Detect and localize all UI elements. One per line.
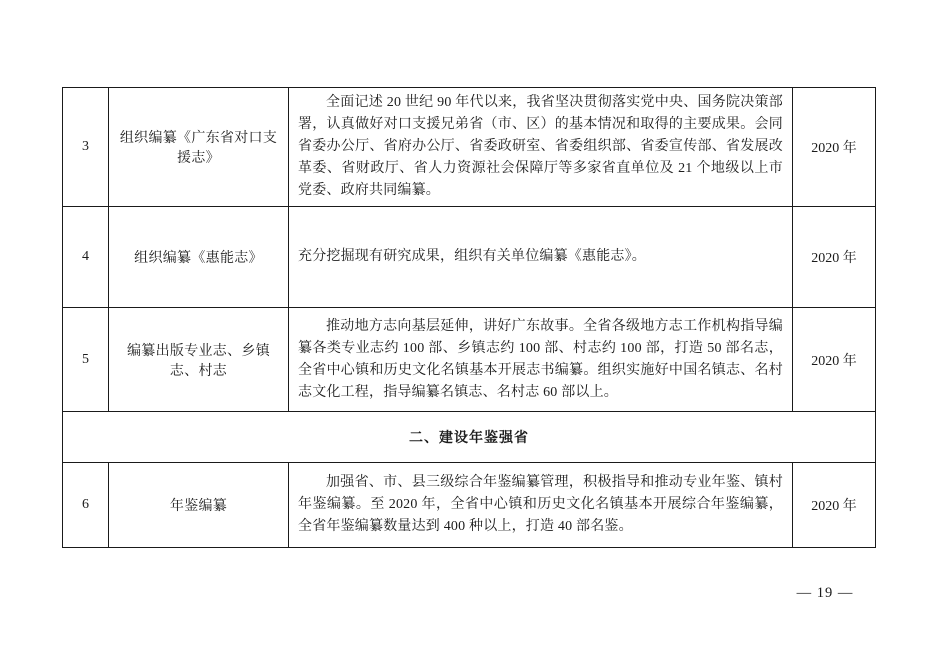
task-description-text: 充分挖掘现有研究成果，组织有关单位编纂《惠能志》。 <box>298 249 646 264</box>
task-name: 组织编纂《惠能志》 <box>109 207 289 308</box>
task-year: 2020 年 <box>793 88 876 207</box>
task-year: 2020 年 <box>793 463 876 548</box>
task-description <box>289 463 793 548</box>
table-row <box>63 88 876 207</box>
section-header: 二、建设年鉴强省 <box>63 412 876 463</box>
task-description-text: 全面记述 20 世纪 90 年代以来，我省坚决贯彻落实党中央、国务院决策部署，认真做好对口支援兄弟省（市、区）的基本情况和取得的主要成果。会同省委办公厅、省府办公厅、省委政研室、省委组织部、省委宣传部、省发展改革委、省财政厅、省人力资源社会保障厅等多家省直单位及 21 个地级以上市党委、政府共同编纂。 <box>298 95 783 198</box>
task-name: 年鉴编纂 <box>109 463 289 548</box>
task-description <box>289 308 793 412</box>
table-row <box>63 207 876 308</box>
task-description-text: 推动地方志向基层延伸，讲好广东故事。全省各级地方志工作机构指导编纂各类专业志约 100 部、乡镇志约 100 部、村志约 100 部，打造 50 部名志，全省中心镇和历史文化名镇基本开展志书编纂。组织实施好中国名镇志、名村志文化工程，指导编纂名镇志、名村志 60 部以上。 <box>298 318 783 400</box>
tasks-table <box>62 87 876 548</box>
page-number: — 19 — <box>796 585 854 601</box>
row-number: 3 <box>63 88 109 207</box>
task-year: 2020 年 <box>793 207 876 308</box>
task-description <box>289 88 793 207</box>
row-number: 4 <box>63 207 109 308</box>
task-description <box>289 207 793 308</box>
table-row <box>63 308 876 412</box>
table-row <box>63 463 876 548</box>
section-header-row <box>63 412 876 463</box>
task-name: 组织编纂《广东省对口支援志》 <box>109 88 289 207</box>
task-name: 编纂出版专业志、乡镇志、村志 <box>109 308 289 412</box>
task-description-text: 加强省、市、县三级综合年鉴编纂管理，积极指导和推动专业年鉴、镇村年鉴编纂。至 2020 年，全省中心镇和历史文化名镇基本开展综合年鉴编纂，全省年鉴编纂数量达到 400 种以上，打造 40 部名鉴。 <box>298 475 783 534</box>
row-number: 6 <box>63 463 109 548</box>
row-number: 5 <box>63 308 109 412</box>
task-year: 2020 年 <box>793 308 876 412</box>
